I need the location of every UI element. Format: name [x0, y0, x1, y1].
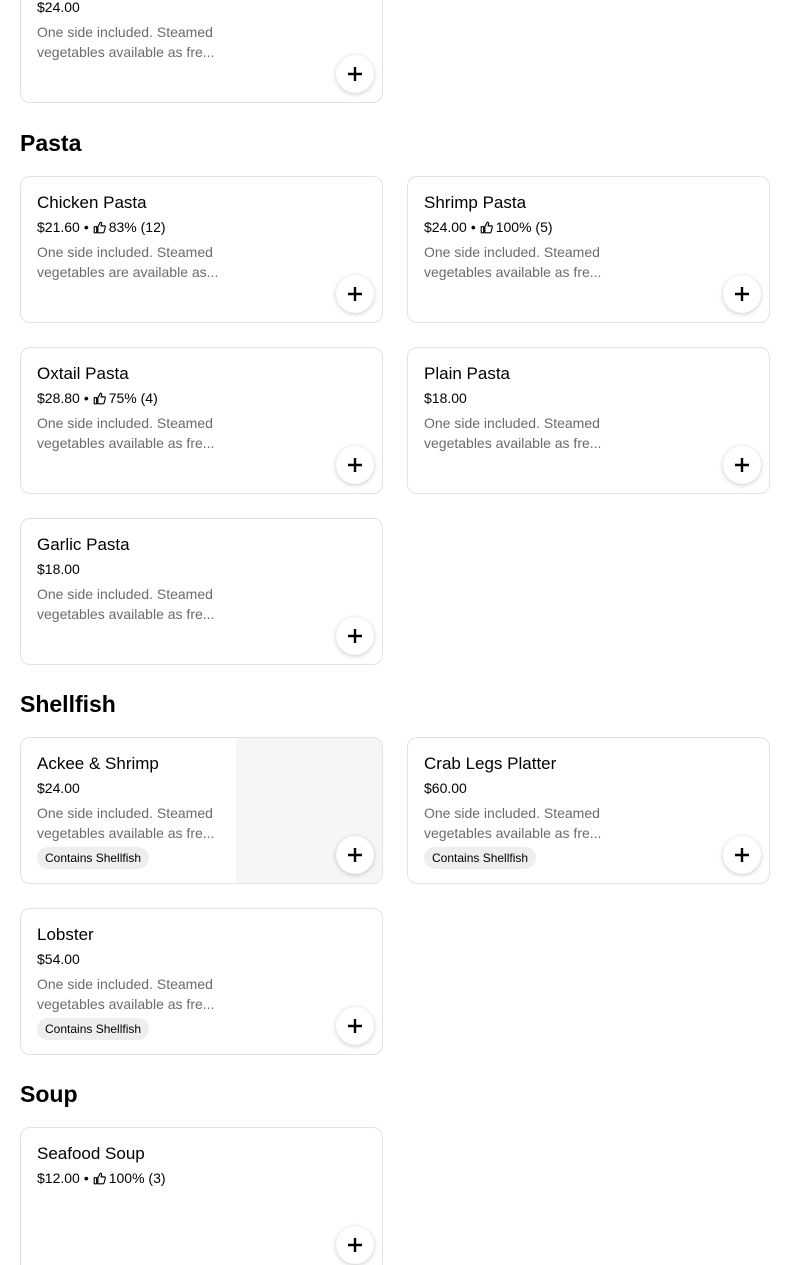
add-item-button[interactable] [336, 836, 374, 874]
thumbs-up-icon [480, 221, 493, 234]
separator: • [83, 390, 89, 406]
add-item-button[interactable] [336, 55, 374, 93]
item-price: $28.80 [37, 390, 80, 406]
add-item-button[interactable] [336, 1226, 374, 1264]
menu-item-chicken-pasta[interactable] [20, 176, 383, 323]
item-name: Garlic Pasta [37, 535, 130, 554]
add-item-button[interactable] [336, 275, 374, 313]
item-rating: 83% (12) [108, 219, 166, 235]
plus-icon [348, 458, 362, 472]
item-price: $21.60 [37, 219, 80, 235]
item-meta [37, 951, 80, 967]
item-price: $18.00 [37, 561, 80, 577]
item-price: $54.00 [37, 951, 80, 967]
item-meta [37, 1170, 166, 1186]
item-description: One side included. Steamed vegetables available as fre... [37, 586, 215, 622]
plus-icon [348, 629, 362, 643]
item-rating: 100% (3) [108, 1170, 166, 1186]
item-name: Lobster [37, 925, 94, 944]
item-meta [37, 0, 80, 15]
item-price: $24.00 [37, 0, 80, 15]
separator: • [83, 219, 89, 235]
plus-icon [348, 287, 362, 301]
menu-item-seafood-soup[interactable] [20, 1127, 383, 1265]
section-title-pasta: Pasta [20, 130, 82, 156]
menu-item-crab-legs-platter[interactable] [407, 737, 770, 884]
section-title-shellfish: Shellfish [20, 691, 116, 717]
plus-icon [735, 287, 749, 301]
item-price: $24.00 [37, 780, 80, 796]
menu-item-ackee-shrimp[interactable] [20, 737, 383, 884]
menu-item-garlic-pasta[interactable] [20, 518, 383, 665]
thumbs-up-icon [93, 392, 106, 405]
menu-item-plain-pasta[interactable] [407, 347, 770, 494]
item-name: Crab Legs Platter [424, 754, 557, 773]
menu-item-oxtail-pasta[interactable] [20, 347, 383, 494]
plus-icon [735, 458, 749, 472]
item-description: One side included. Steamed vegetables available as fre... [424, 244, 602, 280]
item-description: One side included. Steamed vegetables available as fre... [424, 415, 602, 451]
item-meta [424, 219, 553, 235]
add-item-button[interactable] [723, 275, 761, 313]
plus-icon [348, 67, 362, 81]
item-price: $60.00 [424, 780, 467, 796]
item-meta [37, 390, 158, 406]
separator: • [83, 1170, 89, 1186]
menu-item-card[interactable] [20, 0, 383, 103]
item-description: One side included. Steamed vegetables available as fre... [37, 805, 215, 841]
menu-item-shrimp-pasta[interactable] [407, 176, 770, 323]
item-name: Ackee & Shrimp [37, 754, 159, 773]
add-item-button[interactable] [723, 446, 761, 484]
item-description: One side included. Steamed vegetables available as fre... [424, 805, 602, 841]
item-meta [424, 780, 467, 796]
plus-icon [348, 1019, 362, 1033]
item-meta [37, 219, 166, 235]
item-description: One side included. Steamed vegetables available as fre... [37, 976, 215, 1012]
item-description: One side included. Steamed vegetables are available as... [37, 244, 219, 280]
thumbs-up-icon [93, 1172, 106, 1185]
item-description: One side included. Steamed vegetables available as fre... [37, 24, 215, 60]
item-meta [424, 390, 467, 406]
separator: • [470, 219, 476, 235]
item-meta [37, 780, 80, 796]
add-item-button[interactable] [336, 617, 374, 655]
item-price: $18.00 [424, 390, 467, 406]
item-price: $24.00 [424, 219, 467, 235]
item-name: Shrimp Pasta [424, 193, 527, 212]
add-item-button[interactable] [336, 1007, 374, 1045]
plus-icon [348, 1238, 362, 1252]
allergen-badge: Contains Shellfish [37, 1018, 149, 1040]
item-name: Oxtail Pasta [37, 364, 129, 383]
add-item-button[interactable] [723, 836, 761, 874]
add-item-button[interactable] [336, 446, 374, 484]
item-rating: 75% (4) [108, 390, 158, 406]
section-title-soup: Soup [20, 1081, 78, 1107]
item-name: Plain Pasta [424, 364, 510, 383]
plus-icon [348, 848, 362, 862]
allergen-badge: Contains Shellfish [424, 847, 536, 869]
allergen-badge: Contains Shellfish [37, 847, 149, 869]
item-price: $12.00 [37, 1170, 80, 1186]
item-name: Seafood Soup [37, 1144, 145, 1163]
thumbs-up-icon [93, 221, 106, 234]
item-rating: 100% (5) [495, 219, 553, 235]
plus-icon [735, 848, 749, 862]
item-meta [37, 561, 80, 577]
item-name: Chicken Pasta [37, 193, 147, 212]
item-description: One side included. Steamed vegetables available as fre... [37, 415, 215, 451]
menu-item-lobster[interactable] [20, 908, 383, 1055]
